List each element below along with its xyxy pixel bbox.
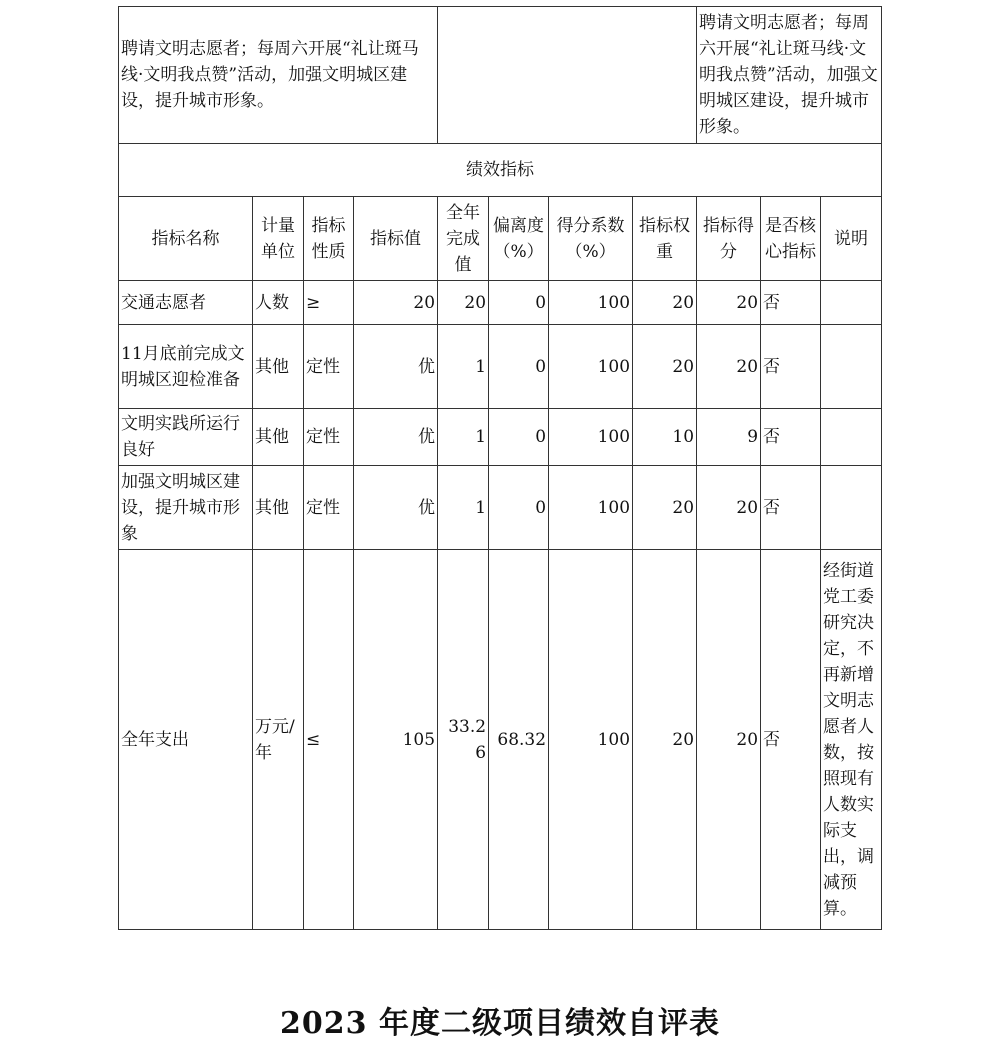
row-coef: 100 xyxy=(549,550,633,930)
section-title: 绩效指标 xyxy=(119,144,882,197)
row-deviation: 0 xyxy=(489,325,549,409)
table-row xyxy=(119,550,882,930)
row-name: 加强文明城区建设，提升城市形象 xyxy=(119,466,253,550)
row-unit: 其他 xyxy=(253,325,304,409)
row-name: 文明实践所运行良好 xyxy=(119,409,253,466)
header-target: 指标值 xyxy=(354,197,438,281)
row-core: 否 xyxy=(761,409,821,466)
row-target: 优 xyxy=(354,466,438,550)
row-unit: 其他 xyxy=(253,409,304,466)
summary-right-cell xyxy=(697,7,882,144)
row-score: 20 xyxy=(697,325,761,409)
summary-left-text: 聘请文明志愿者；每周六开展“礼让斑马线·文明我点赞”活动，加强文明城区建设，提升城市形象。 xyxy=(121,39,419,111)
row-weight: 20 xyxy=(633,325,697,409)
row-nature: 定性 xyxy=(304,466,354,550)
row-target: 20 xyxy=(354,281,438,325)
row-unit: 人数 xyxy=(253,281,304,325)
row-actual: 1 xyxy=(438,325,489,409)
row-unit: 其他 xyxy=(253,466,304,550)
row-actual: 1 xyxy=(438,409,489,466)
row-name: 11月底前完成文明城区迎检准备 xyxy=(119,325,253,409)
row-target: 105 xyxy=(354,550,438,930)
table-row xyxy=(119,325,882,409)
row-weight: 20 xyxy=(633,466,697,550)
row-score: 20 xyxy=(697,550,761,930)
row-note xyxy=(821,466,882,550)
header-core: 是否核心指标 xyxy=(761,197,821,281)
row-actual: 20 xyxy=(438,281,489,325)
row-coef: 100 xyxy=(549,466,633,550)
table-row xyxy=(119,466,882,550)
row-actual: 1 xyxy=(438,466,489,550)
table-row xyxy=(119,281,882,325)
section-title-row xyxy=(119,144,882,197)
header-row xyxy=(119,197,882,281)
row-weight: 10 xyxy=(633,409,697,466)
row-target: 优 xyxy=(354,409,438,466)
row-coef: 100 xyxy=(549,281,633,325)
row-deviation: 0 xyxy=(489,409,549,466)
row-core: 否 xyxy=(761,550,821,930)
header-weight: 指标权重 xyxy=(633,197,697,281)
header-deviation: 偏离度（%） xyxy=(489,197,549,281)
header-nature: 指标性质 xyxy=(304,197,354,281)
document-title: 2023 年度二级项目绩效自评表 xyxy=(280,1006,720,1041)
row-nature: 定性 xyxy=(304,325,354,409)
row-deviation: 0 xyxy=(489,281,549,325)
row-weight: 20 xyxy=(633,281,697,325)
header-unit: 计量单位 xyxy=(253,197,304,281)
row-nature: ≥ xyxy=(304,281,354,325)
header-note: 说明 xyxy=(821,197,882,281)
row-nature: 定性 xyxy=(304,409,354,466)
row-note xyxy=(821,409,882,466)
row-name: 全年支出 xyxy=(119,550,253,930)
row-nature: ≤ xyxy=(304,550,354,930)
summary-middle-cell xyxy=(438,7,697,144)
row-core: 否 xyxy=(761,281,821,325)
row-note xyxy=(821,281,882,325)
row-actual: 33.26 xyxy=(438,550,489,930)
row-coef: 100 xyxy=(549,325,633,409)
row-name: 交通志愿者 xyxy=(119,281,253,325)
row-score: 20 xyxy=(697,281,761,325)
table-row xyxy=(119,409,882,466)
row-deviation: 0 xyxy=(489,466,549,550)
row-note xyxy=(821,325,882,409)
row-weight: 20 xyxy=(633,550,697,930)
row-core: 否 xyxy=(761,466,821,550)
row-core: 否 xyxy=(761,325,821,409)
header-name: 指标名称 xyxy=(119,197,253,281)
row-unit: 万元/年 xyxy=(253,550,304,930)
row-target: 优 xyxy=(354,325,438,409)
row-deviation: 68.32 xyxy=(489,550,549,930)
row-score: 9 xyxy=(697,409,761,466)
summary-left-cell xyxy=(119,7,438,144)
row-note: 经街道党工委研究决定，不再新增文明志愿者人数，按照现有人数实际支出，调减预算。 xyxy=(821,550,882,930)
header-coef: 得分系数（%） xyxy=(549,197,633,281)
row-coef: 100 xyxy=(549,409,633,466)
summary-row xyxy=(119,7,882,144)
row-score: 20 xyxy=(697,466,761,550)
summary-right-text: 聘请文明志愿者；每周六开展“礼让斑马线·文明我点赞”活动，加强文明城区建设，提升城市形象。 xyxy=(699,13,878,137)
header-score: 指标得分 xyxy=(697,197,761,281)
performance-table xyxy=(118,6,882,930)
header-actual: 全年完成值 xyxy=(438,197,489,281)
